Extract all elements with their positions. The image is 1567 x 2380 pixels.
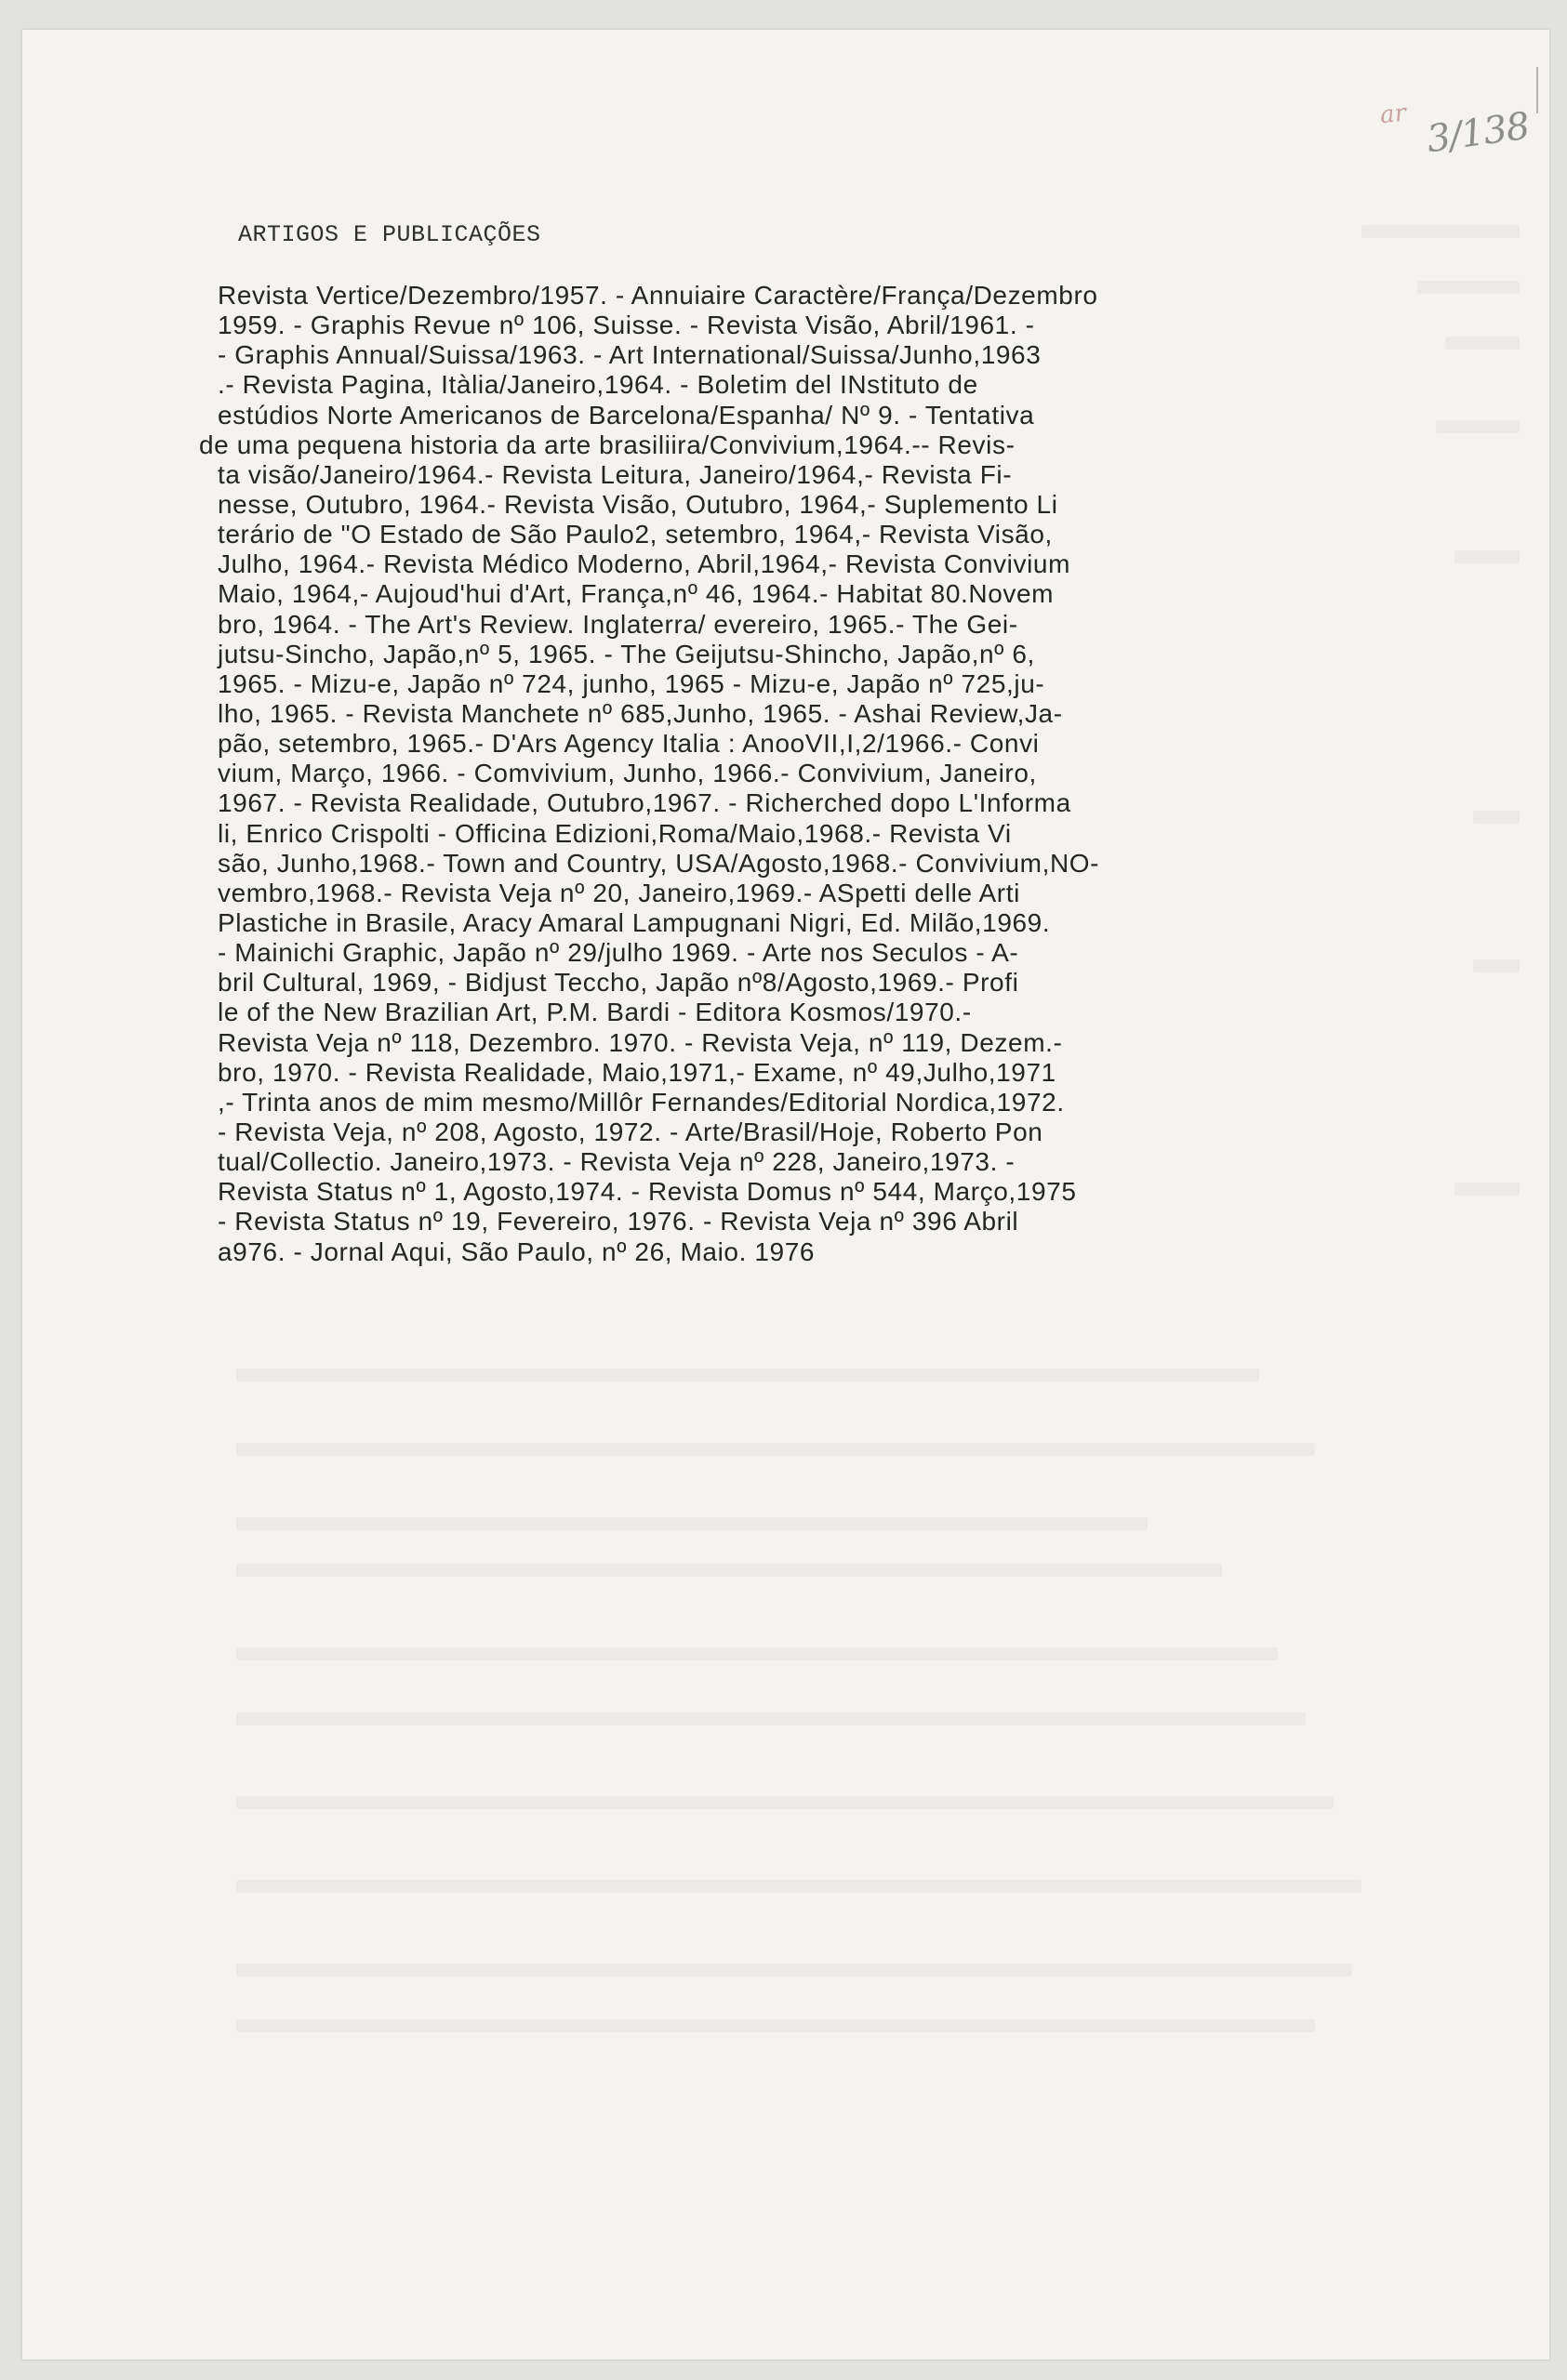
text-line: 1965. - Mizu-e, Japão nº 724, junho, 1965 - Mizu-e, Japão nº 725,ju- xyxy=(218,668,1045,698)
text-line: le of the New Brazilian Art, P.M. Bardi - Editora Kosmos/1970.- xyxy=(218,998,972,1027)
section-heading: ARTIGOS E PUBLICAÇÕES xyxy=(238,221,541,248)
text-line: pão, setembro, 1965.- D'Ars Agency Italia : AnooVII,I,2/1966.- Convi xyxy=(218,729,1040,759)
text-line: - Mainichi Graphic, Japão nº 29/julho 1969. - Arte nos Seculos - A- xyxy=(218,938,1019,968)
text-line: jutsu-Sincho, Japão,nº 5, 1965. - The Geijutsu-Shincho, Japão,nº 6, xyxy=(218,639,1035,668)
text-line: ,- Trinta anos de mim mesmo/Millôr Fernandes/Editorial Nordica,1972. xyxy=(218,1087,1065,1117)
edge-mark xyxy=(1536,67,1538,113)
text-line: ta visão/Janeiro/1964.- Revista Leitura, Janeiro/1964,- Revista Fi- xyxy=(218,459,1013,489)
text-line: vembro,1968.- Revista Veja nº 20, Janeiro,1969.- ASpetti delle Arti xyxy=(218,878,1020,907)
text-line: .- Revista Pagina, Itàlia/Janeiro,1964. - Boletim del INstituto de xyxy=(218,370,978,400)
text-line: Revista Vertice/Dezembro/1957. - Annuiaire Caractère/França/Dezembro xyxy=(218,281,1098,310)
text-line: Plastiche in Brasile, Aracy Amaral Lampugnani Nigri, Ed. Milão,1969. xyxy=(218,907,1051,937)
folio-annotation: ar xyxy=(1378,99,1408,130)
text-line: são, Junho,1968.- Town and Country, USA/Agosto,1968.- Convivium,NO- xyxy=(218,848,1100,878)
text-line: Revista Status nº 1, Agosto,1974. - Revista Domus nº 544, Março,1975 xyxy=(218,1177,1077,1207)
text-line: Revista Veja nº 118, Dezembro. 1970. - Revista Veja, nº 119, Dezem.- xyxy=(218,1027,1063,1057)
text-line: bril Cultural, 1969, - Bidjust Teccho, Japão nº8/Agosto,1969.- Profi xyxy=(218,968,1019,998)
text-line: terário de "O Estado de São Paulo2, setembro, 1964,- Revista Visão, xyxy=(218,520,1053,549)
text-line: li, Enrico Crispolti - Officina Edizioni,Roma/Maio,1968.- Revista Vi xyxy=(218,818,1012,848)
text-line: bro, 1964. - The Art's Review. Inglaterra/ evereiro, 1965.- The Gei- xyxy=(218,609,1018,639)
document-page xyxy=(22,30,1549,2360)
text-line: - Revista Status nº 19, Fevereiro, 1976. - Revista Veja nº 396 Abril xyxy=(218,1207,1019,1236)
text-line: lho, 1965. - Revista Manchete nº 685,Junho, 1965. - Ashai Review,Ja- xyxy=(218,698,1063,728)
text-line: - Graphis Annual/Suissa/1963. - Art International/Suissa/Junho,1963 xyxy=(218,340,1042,370)
publication-list xyxy=(199,281,1501,1267)
text-line: - Revista Veja, nº 208, Agosto, 1972. - Arte/Brasil/Hoje, Roberto Pon xyxy=(218,1117,1043,1146)
text-line: tual/Collectio. Janeiro,1973. - Revista Veja nº 228, Janeiro,1973. - xyxy=(218,1147,1016,1177)
text-line: estúdios Norte Americanos de Barcelona/Espanha/ Nº 9. - Tentativa xyxy=(218,400,1035,430)
page-folio-number: 3/138 xyxy=(1424,104,1532,162)
text-line: Julho, 1964.- Revista Médico Moderno, Abril,1964,- Revista Convivium xyxy=(218,549,1070,579)
text-line: a976. - Jornal Aqui, São Paulo, nº 26, Maio. 1976 xyxy=(218,1236,816,1266)
text-line: Maio, 1964,- Aujoud'hui d'Art, França,nº 46, 1964.- Habitat 80.Novem xyxy=(218,579,1055,609)
text-line: nesse, Outubro, 1964.- Revista Visão, Outubro, 1964,- Suplemento Li xyxy=(218,489,1058,519)
text-line: 1959. - Graphis Revue nº 106, Suisse. - Revista Visão, Abril/1961. - xyxy=(218,311,1035,340)
text-line: 1967. - Revista Realidade, Outubro,1967. - Richerched dopo L'Informa xyxy=(218,788,1071,818)
text-line: bro, 1970. - Revista Realidade, Maio,1971,- Exame, nº 49,Julho,1971 xyxy=(218,1057,1056,1087)
text-line: de uma pequena historia da arte brasiliira/Convivium,1964.-- Revis- xyxy=(199,430,1016,459)
text-line: vium, Março, 1966. - Comvivium, Junho, 1966.- Convivium, Janeiro, xyxy=(218,759,1037,788)
